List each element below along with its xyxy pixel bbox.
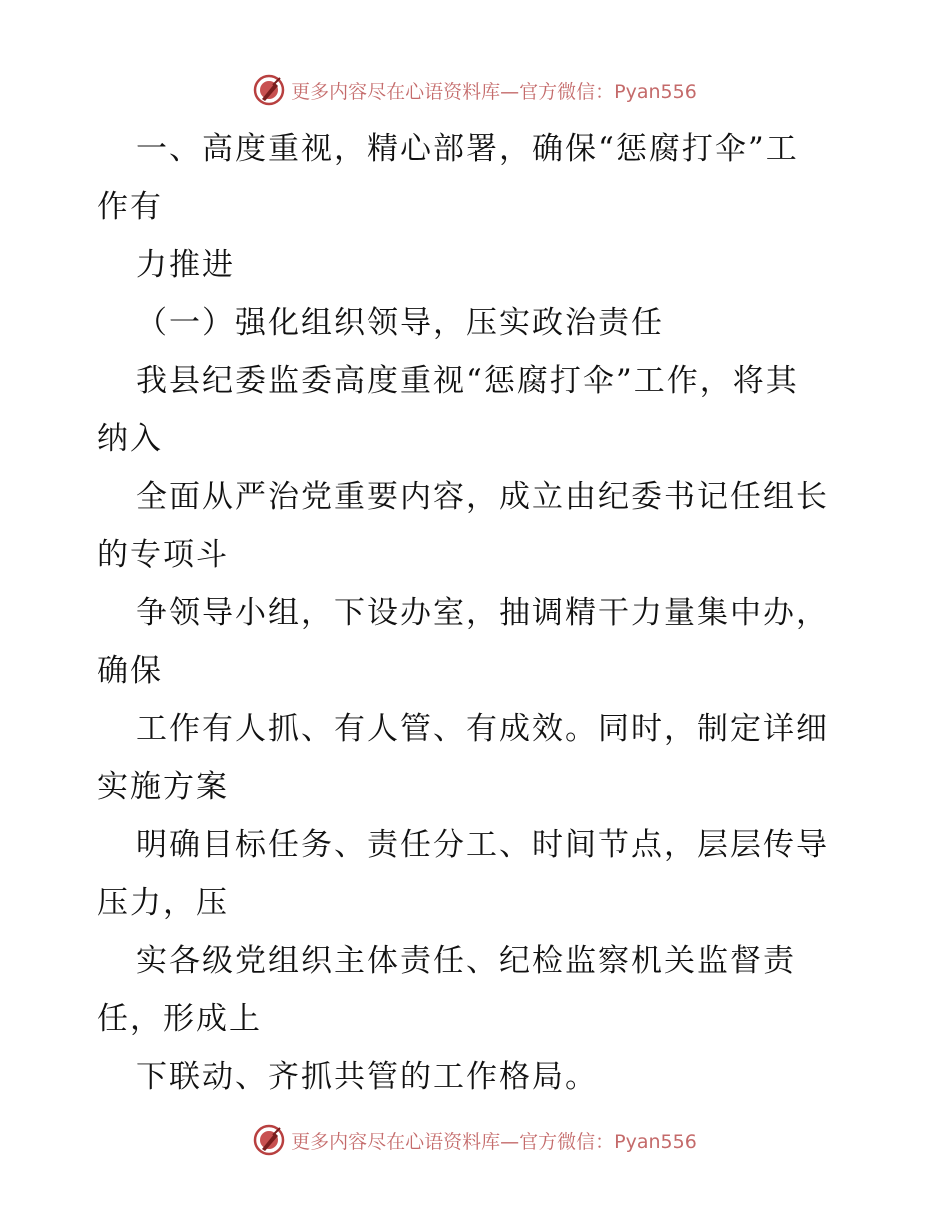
footer-watermark <box>0 1120 950 1160</box>
text-line: （一）强化组织领导，压实政治责任 <box>136 305 664 341</box>
text-line: 一、高度重视，精心部署，确保“惩腐打伞”工 <box>136 131 799 167</box>
text-line: 争领导小组，下设办室，抽调精干力量集中办， <box>136 595 829 631</box>
text-line: 明确目标任务、责任分工、时间节点，层层传导 <box>136 827 829 863</box>
watermark-text: 更多内容尽在心语资料库—官方微信：Pyan556 <box>291 80 697 103</box>
text-line: 的专项斗 <box>97 537 229 573</box>
text-line: 确保 <box>97 653 163 689</box>
document-body <box>97 120 857 1106</box>
pen-seal-icon <box>253 1124 285 1156</box>
text-line: 作有 <box>97 189 163 225</box>
text-line: 纳入 <box>97 421 163 457</box>
text-line: 全面从严治党重要内容，成立由纪委书记任组长 <box>136 479 829 515</box>
header-watermark <box>0 70 950 110</box>
text-line: 我县纪委监委高度重视“惩腐打伞”工作，将其 <box>136 363 799 399</box>
text-line: 压力，压 <box>97 885 229 921</box>
watermark-text: 更多内容尽在心语资料库—官方微信：Pyan556 <box>291 1130 697 1153</box>
text-line: 工作有人抓、有人管、有成效。同时，制定详细 <box>136 711 829 747</box>
text-line: 实各级党组织主体责任、纪检监察机关监督责 <box>136 943 796 979</box>
text-line: 实施方案 <box>97 769 229 805</box>
text-line: 下联动、齐抓共管的工作格局。 <box>136 1059 598 1095</box>
text-line: 任，形成上 <box>97 1001 262 1037</box>
text-line: 力推进 <box>136 247 235 283</box>
pen-seal-icon <box>253 74 285 106</box>
